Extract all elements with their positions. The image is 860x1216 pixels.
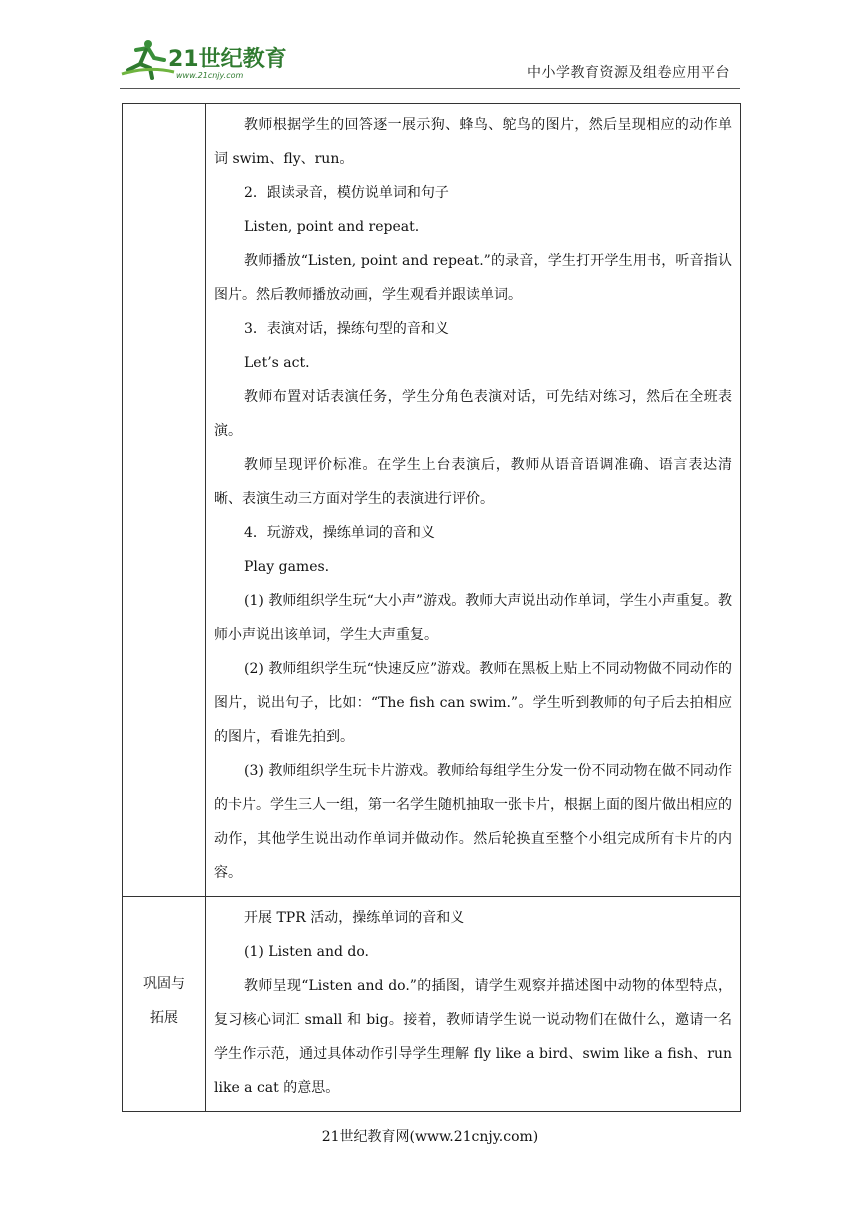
stage-label-line: 拓展 xyxy=(150,1010,178,1026)
table-row xyxy=(123,897,741,1112)
paragraph: 教师布置对话表演任务，学生分角色表演对话，可先结对练习，然后在全班表演。 xyxy=(214,389,732,439)
paragraph: (1) Listen and do. xyxy=(244,944,369,960)
paragraph: 2．跟读录音，模仿说单词和句子 xyxy=(244,185,449,201)
stage-cell xyxy=(123,104,206,897)
content-cell xyxy=(206,104,741,897)
paragraph: 3．表演对话，操练句型的音和义 xyxy=(244,321,449,337)
paragraph: 教师呈现“Listen and do.”的插图，请学生观察并描述图中动物的体型特点，复习核心词汇 small 和 big。接着，教师请学生说一说动物们在做什么，邀请一名学生作示范，通过具体动作引导学生理解 fly like a bird、swim like a fish、run like a cat 的意思。 xyxy=(214,978,732,1096)
paragraph: (2) 教师组织学生玩“快速反应”游戏。教师在黑板上贴上不同动物做不同动作的图片，说出句子，比如：“The fish can swim.”。学生听到教师的句子后去拍相应的图片，看谁先拍到。 xyxy=(214,661,732,745)
header-divider xyxy=(120,88,740,89)
logo-url: www.21cnjy.com xyxy=(176,71,244,80)
paragraph: (1) 教师组织学生玩“大小声”游戏。教师大声说出动作单词，学生小声重复。教师小声说出该单词，学生大声重复。 xyxy=(214,593,732,643)
stage-label-line: 巩固与 xyxy=(143,976,185,992)
paragraph: 教师根据学生的回答逐一展示狗、蜂鸟、鸵鸟的图片，然后呈现相应的动作单词 swim、fly、run。 xyxy=(214,117,732,167)
paragraph: Let’s act. xyxy=(244,355,310,371)
content-cell xyxy=(206,897,741,1112)
paragraph: Play games. xyxy=(244,559,330,575)
logo-21cnjy xyxy=(118,38,288,82)
stage-cell xyxy=(123,897,206,1112)
paragraph: 4．玩游戏，操练单词的音和义 xyxy=(244,525,435,541)
page-header xyxy=(0,0,860,88)
platform-title: 中小学教育资源及组卷应用平台 xyxy=(527,65,730,81)
paragraph: (3) 教师组织学生玩卡片游戏。教师给每组学生分发一份不同动物在做不同动作的卡片。学生三人一组，第一名学生随机抽取一张卡片，根据上面的图片做出相应的动作，其他学生说出动作单词并做动作。然后轮换直至整个小组完成所有卡片的内容。 xyxy=(214,763,732,881)
page-footer: 21世纪教育网(www.21cnjy.com) xyxy=(321,1129,539,1145)
paragraph: 教师播放“Listen, point and repeat.”的录音，学生打开学生用书，听音指认图片。然后教师播放动画，学生观看并跟读单词。 xyxy=(214,253,732,303)
lesson-table xyxy=(122,103,741,1112)
paragraph: 教师呈现评价标准。在学生上台表演后，教师从语音语调准确、语言表达清晰、表演生动三方面对学生的表演进行评价。 xyxy=(214,457,732,507)
table-row xyxy=(123,104,741,897)
paragraph: Listen, point and repeat. xyxy=(244,219,420,235)
logo-text: 21世纪教育 xyxy=(168,47,287,72)
paragraph: 开展 TPR 活动，操练单词的音和义 xyxy=(244,910,465,926)
